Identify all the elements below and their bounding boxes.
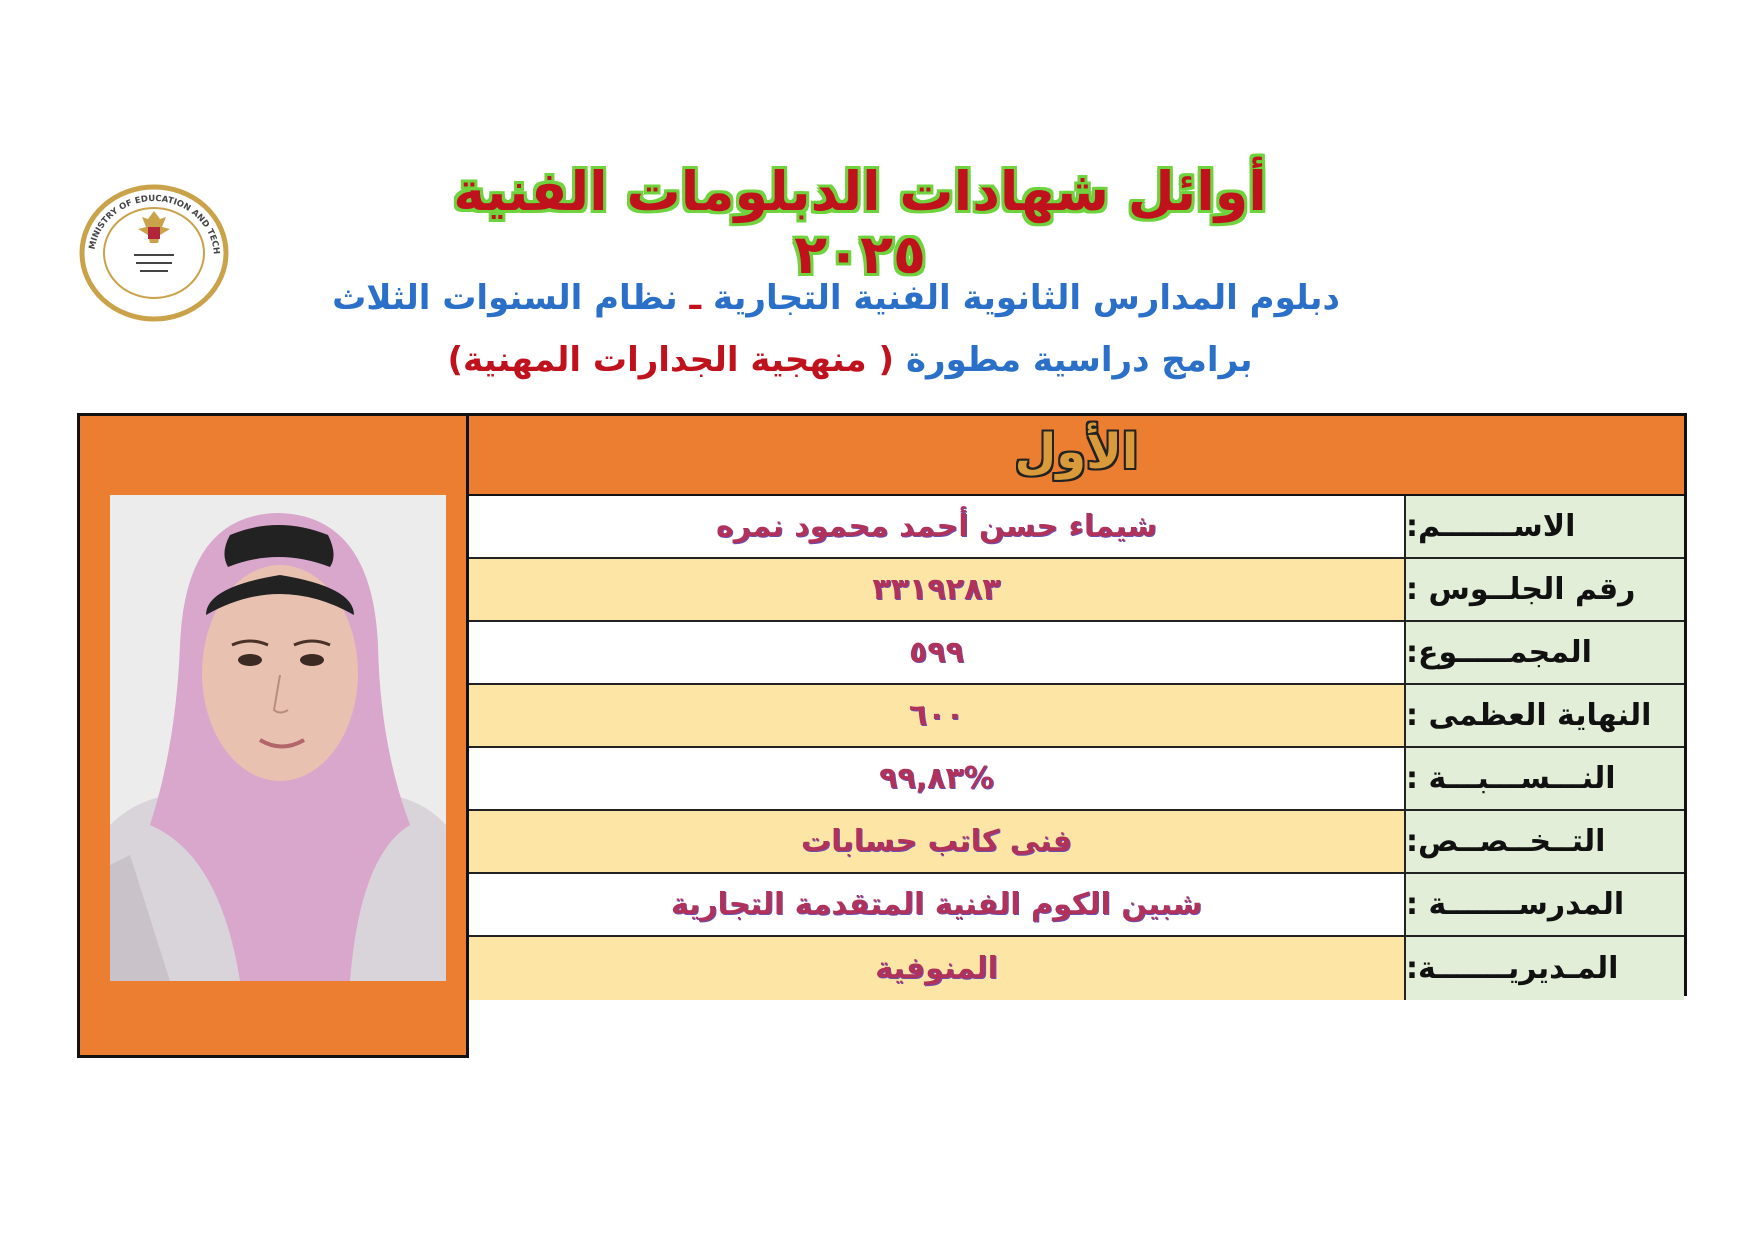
table-row-seat-number	[469, 559, 1684, 622]
percentage-label: النـــســـبـــة :	[1406, 748, 1684, 809]
student-photo	[110, 495, 446, 981]
subtitle-programs: برامج دراسية مطورة	[894, 340, 1253, 380]
table-row-total	[469, 622, 1684, 685]
rank-header	[469, 416, 1684, 496]
table-row-name	[469, 496, 1684, 559]
table-row-max-score	[469, 685, 1684, 748]
max-score-label: النهاية العظمى :	[1406, 685, 1684, 746]
name-label: الاســـــــم:	[1406, 496, 1684, 557]
specialization-value: فنى كاتب حسابات	[469, 811, 1406, 872]
total-value: ٥٩٩	[469, 622, 1406, 683]
specialization-label: التــخــصــص:	[1406, 811, 1684, 872]
directorate-value: المنوفية	[469, 937, 1406, 1000]
table-row-percentage	[469, 748, 1684, 811]
seat-number-label: رقم الجلــوس :	[1406, 559, 1684, 620]
table-row-directorate	[469, 937, 1684, 1000]
subtitle-methodology: ( منهجية الجدارات المهنية)	[447, 340, 895, 380]
directorate-label: المـديريـــــــة:	[1406, 937, 1684, 1000]
subtitle-separator: ـ	[677, 278, 713, 318]
subtitle-diploma: دبلوم المدارس الثانوية الفنية التجارية	[712, 278, 1340, 318]
subtitle-system: نظام السنوات الثلاث	[332, 278, 678, 318]
subtitle-line-1	[332, 278, 1340, 318]
svg-text:MINISTRY OF EDUCATION AND TECH: MINISTRY OF EDUCATION AND TECH	[87, 193, 222, 255]
student-portrait-icon	[110, 495, 446, 981]
school-value: شبين الكوم الفنية المتقدمة التجارية	[469, 874, 1406, 935]
ministry-logo	[78, 183, 230, 323]
page-title: أوائل شهادات الدبلومات الفنية ٢٠٢٥	[453, 160, 1267, 286]
seat-number-value: ٣٣١٩٢٨٣	[469, 559, 1406, 620]
total-label: المجمـــــوع:	[1406, 622, 1684, 683]
max-score-value: ٦٠٠	[469, 685, 1406, 746]
table-row-specialization	[469, 811, 1684, 874]
table-row-school	[469, 874, 1684, 937]
results-table	[469, 413, 1687, 996]
name-value: شيماء حسن أحمد محمود نمره	[469, 496, 1406, 557]
rank-label: الأول	[1014, 424, 1139, 480]
ministry-seal-icon	[78, 183, 230, 323]
subtitle-line-2	[420, 340, 1280, 380]
school-label: المدرســـــــة :	[1406, 874, 1684, 935]
percentage-value: %٩٩,٨٣	[469, 748, 1406, 809]
